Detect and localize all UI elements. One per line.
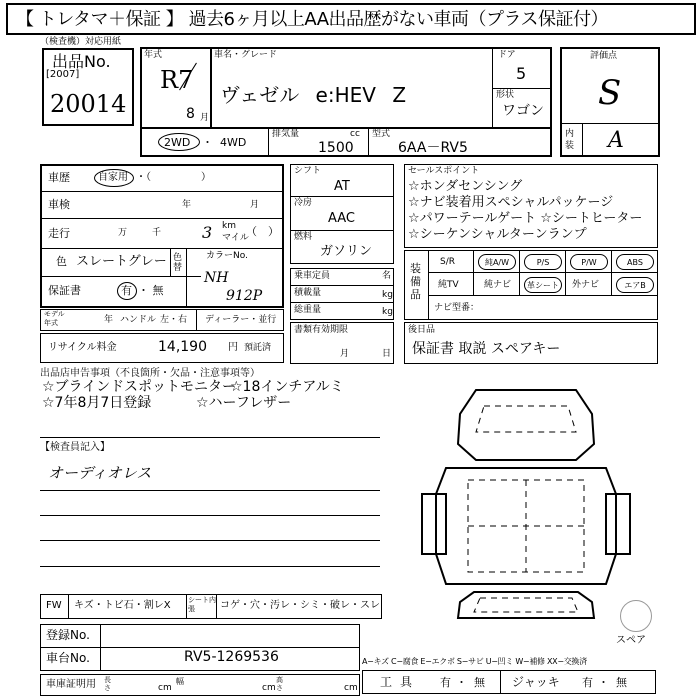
handle-value: 左・右 — [160, 315, 188, 325]
history-label: 車歴 — [48, 171, 70, 184]
mileage-unit-km: km — [222, 221, 236, 231]
banner — [6, 3, 696, 35]
jack-sep: ・ — [598, 676, 609, 689]
chassis-label: 車台No. — [46, 651, 90, 665]
aircon-value: AAC — [328, 211, 355, 226]
color-code-value2: 912P — [226, 288, 263, 304]
tools-yes: 有 — [440, 676, 451, 689]
load-label: 積載量 — [294, 288, 322, 298]
jack-no: 無 — [616, 676, 627, 689]
score-value: S — [598, 73, 622, 113]
note-item: ☆ハーフレザー — [196, 395, 292, 411]
note-item: ☆18インチアルミ — [230, 379, 344, 395]
interior-label: 内装 — [565, 129, 575, 151]
defect-legend: A−キズ C−腐食 E−エクボ S−サビ U−凹ミ W−補修 XX−交換済 — [362, 657, 587, 666]
sales-points-label: セールスポイント — [408, 166, 480, 176]
inspection-month: 月 — [250, 200, 260, 210]
banner-text: 【 トレタマ＋保証 】 過去6ヶ月以上AA出品歴がない車両（プラス保証付） — [16, 9, 608, 30]
displacement-value: 1500 — [318, 140, 354, 156]
equip-ps: P/S — [524, 254, 562, 270]
equip-abs: ABS — [616, 254, 654, 270]
inspector-text: オーディオレス — [48, 464, 152, 482]
cert-h: 高さ — [276, 676, 283, 692]
body-type-value: ワゴン — [502, 103, 544, 119]
recycle-unit: 円 — [228, 342, 238, 353]
chassis-value: RV5-1269536 — [184, 649, 279, 665]
history-rest: ・（ ） — [136, 172, 211, 183]
recycle-label: リサイクル料金 — [48, 342, 117, 353]
cert-w: 幅 — [176, 677, 184, 686]
spare-label: スペア — [616, 635, 646, 646]
equip-pw-a: 純A/W — [478, 254, 516, 270]
equip-leather: 革シート — [524, 277, 562, 293]
drive-4wd: 4WD — [220, 136, 247, 149]
mileage-label: 走行 — [48, 227, 70, 240]
sales-point-item: ☆ホンダセンシング — [408, 179, 523, 194]
color-value: スレートグレー — [76, 254, 167, 269]
accessories-label: 後日品 — [408, 325, 436, 335]
mileage-paren: （ ） — [246, 225, 279, 238]
expiry-month: 月 — [340, 349, 350, 359]
equip-tv: 純TV — [438, 280, 459, 290]
inspector-label: 【検査員記入】 — [40, 442, 110, 453]
doors-value: 5 — [516, 64, 527, 83]
equip-airbag: エアB — [616, 277, 654, 293]
color-label: 色 — [56, 255, 67, 268]
expiry-day: 日 — [382, 349, 392, 359]
sales-point-item: ☆シーケンシャルターンランプ — [408, 227, 587, 242]
model-year-label2: 年式 — [44, 319, 58, 327]
inspection-year: 年 — [182, 200, 192, 210]
registration-label: 登録No. — [46, 628, 90, 642]
mileage-sen: 千 — [152, 228, 162, 238]
year-month-unit: 月 — [200, 113, 210, 123]
shift-value: AT — [334, 179, 350, 194]
color-code-label: カラーNo. — [206, 251, 248, 261]
displacement-unit: cc — [350, 129, 360, 139]
inspection-label: 車検 — [48, 198, 70, 211]
gross-unit: kg — [382, 307, 393, 317]
sales-point-item: ☆ナビ装着用スペシャルパッケージ — [408, 195, 614, 210]
notes-label: 出品店申告事項（不良箇所・欠品・注意事項等） — [40, 368, 260, 379]
sales-point-item: ☆パワーテールゲート ☆シートヒーター — [408, 211, 643, 226]
warranty-label: 保証書 — [48, 284, 81, 297]
model-label: 車名・グレード — [214, 50, 278, 60]
score-label: 評価点 — [590, 51, 618, 61]
load-unit: kg — [382, 290, 393, 300]
drive-2wd: 2WD — [164, 136, 191, 149]
model-code-value: 6AA－RV5 — [398, 140, 468, 156]
mileage-unit-mile: マイル — [222, 233, 249, 243]
cert-label: 車庫証明用 — [46, 679, 96, 690]
cert-unit: cm — [158, 683, 172, 693]
year-label: 年式 — [144, 50, 163, 60]
year-month: 8 — [186, 106, 195, 122]
tools-label: 工具 — [380, 675, 421, 689]
tools-no: 無 — [474, 676, 485, 689]
model-year-year: 年 — [104, 315, 114, 325]
year-era: R7 — [160, 66, 194, 94]
note-item: ☆ブラインドスポットモニター — [42, 379, 236, 395]
equip-outnavi: 外ナビ — [572, 280, 600, 290]
handle-label: ハンドル — [120, 315, 157, 325]
fuel-value: ガソリン — [320, 244, 373, 259]
defect-fw: FW — [46, 600, 62, 611]
accessories-value: 保証書 取説 スペアキー — [412, 341, 561, 357]
color-change-label: 色替 — [173, 253, 183, 273]
mileage-value: 3 — [202, 223, 213, 242]
defect-seat-text: コゲ・穴・汚レ・シミ・破レ・スレ — [220, 600, 380, 611]
passengers-label: 乗車定員 — [294, 271, 331, 281]
defect-fw-text: キズ・トビ石・割レX — [74, 600, 171, 611]
lot-label: 出品No. — [52, 52, 111, 71]
lot-sub: [2007] — [46, 69, 80, 80]
defect-seat: シート内張 — [188, 596, 216, 613]
equip-pw: P/W — [570, 254, 608, 270]
model-code-label: 型式 — [372, 129, 391, 139]
lot-number: 20014 — [50, 90, 127, 118]
cert-unit: cm — [262, 683, 276, 693]
jack-yes: 有 — [582, 676, 593, 689]
drive-dot: ・ — [202, 136, 213, 149]
mileage-man: 万 — [118, 228, 128, 238]
jack-label: ジャッキ — [512, 675, 560, 689]
model-name: ヴェゼル e:HEV Z — [220, 83, 407, 107]
recycle-note: 預託済 — [244, 343, 272, 353]
equip-navi: 純ナビ — [484, 280, 512, 290]
note-item: ☆7年8月7日登録 — [42, 395, 152, 411]
equip-navi-model: ナビ型番： — [434, 303, 480, 313]
doors-label: ドア — [498, 50, 516, 60]
color-code-value: NH — [204, 270, 229, 286]
passengers-unit: 名 — [382, 271, 392, 281]
displacement-label: 排気量 — [272, 129, 300, 139]
model-year-label1: モデル — [44, 310, 65, 318]
interior-value: A — [608, 128, 624, 153]
shift-label: シフト — [294, 166, 322, 176]
tools-sep: ・ — [456, 676, 467, 689]
warranty-yes: 有 — [121, 284, 132, 297]
body-type-label: 形状 — [496, 90, 515, 100]
gross-label: 総重量 — [294, 305, 322, 315]
warranty-rest: ・ 無 — [138, 284, 164, 297]
lot-box — [42, 48, 134, 126]
aircon-label: 冷房 — [294, 198, 313, 208]
spare-tire-circle — [620, 600, 652, 632]
sheet-subtitle: （検査機）対応用紙 — [40, 37, 122, 47]
history-option: 自家用 — [98, 172, 128, 183]
cert-l: 長さ — [104, 676, 111, 692]
recycle-value: 14,190 — [158, 339, 207, 355]
car-damage-diagram — [416, 384, 636, 624]
expiry-label: 書類有効期限 — [294, 325, 349, 335]
cert-unit: cm — [344, 683, 358, 693]
equip-sr: S/R — [440, 257, 455, 267]
equipment-label: 装備品 — [410, 262, 421, 301]
fuel-label: 燃料 — [294, 232, 313, 242]
dealer-value: ディーラー・並行 — [205, 315, 277, 325]
